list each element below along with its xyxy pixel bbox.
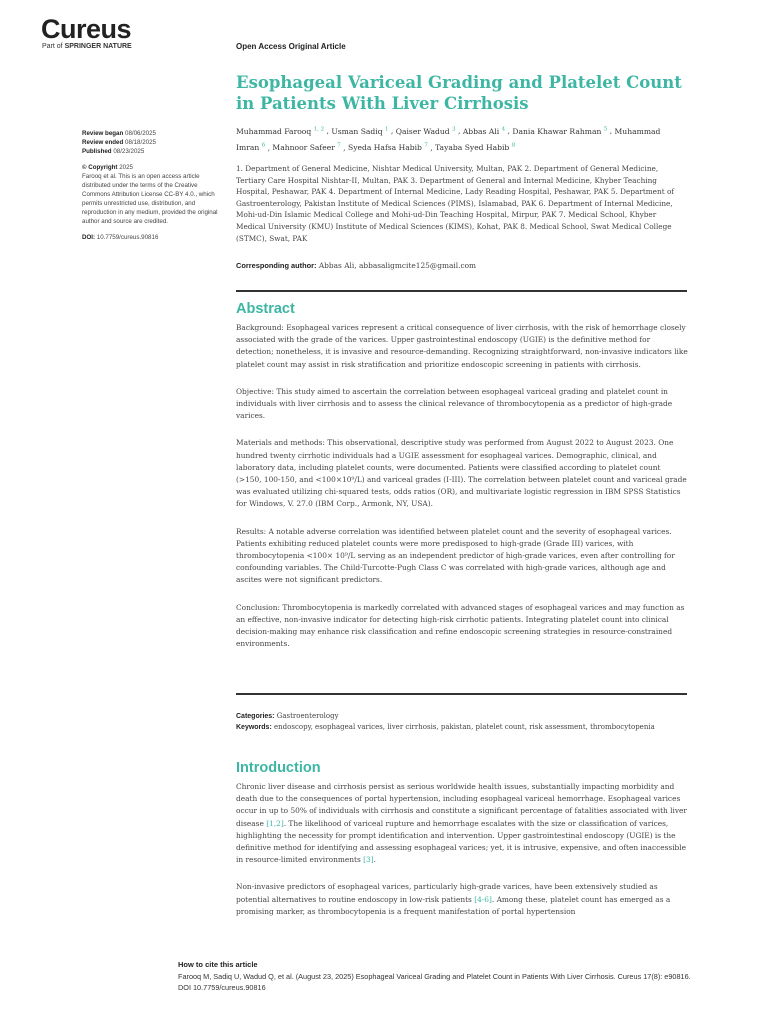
affiliation-marker[interactable]: 1 [385,126,389,132]
introduction-body [236,781,688,933]
abstract-results: Results: A notable adverse correlation was identified between platelet count and the severity of esophageal varices. Patients exhibiting reduced platelet counts were more predisposed to high-grade (Grade III) varices, with thrombocytopenia <100× 10⁹/L serving as an independent predictor of high-grade varices, even after controlling for confounding variables. The Child-Turcotte-Pugh Class C was correlated with high-grade varices, although age and ascites were not significant predictors. [236,526,675,585]
affiliations: 1. Department of General Medicine, Nishtar Medical University, Multan, PAK 2. Department of General Medicine, Tertiary Care Hospital Nishtar-II, Multan, PAK 3. Department of General and Internal Medicine, Khyber Teaching Hospital, Peshawar, PAK 4. Department of Internal Medicine, Lady Reading Hospital, Peshawar, PAK 5. Department of Gastroenterology, Pakistan Institute of Medical Sciences (PIMS), Islamabad, PAK 6. Department of Internal Medicine, Mohi-ud-Din Islamic Medical College and Mohi-ud-Din Teaching Hospital, Mirpur, PAK 7. Medical School, Khyber Medical University (KMU) Institute of Medical Sciences (KIMS), Kohat, PAK 8. Medical School, Swat Medical College (STMC), Swat, PAK [236,164,675,243]
affiliation-marker[interactable]: 1, 2 [313,126,325,132]
divider [236,693,687,695]
abstract-body [236,322,688,665]
citation-link[interactable]: [4-6] [474,894,492,904]
copyright: © Copyright 2025 [82,164,133,171]
published-date: Published 08/23/2025 [82,148,145,155]
categories: Categories: Gastroenterology [236,712,339,720]
abstract-objective: Objective: This study aimed to ascertain the correlation between esophageal variceal grading and platelet count in individuals with liver cirrhosis and to assess the clinical relevance of thrombocytopenia as a predictor of high-grade varices. [236,386,673,421]
corresponding-author: Corresponding author: Abbas Ali, abbasaligmcite125@gmail.com [236,261,477,270]
article-type-label: Open Access Original Article [236,42,346,51]
author-list: Muhammad Farooq $^{1, 2}$ , Usman Sadiq $^1$ , Qaiser Wadud $^3$ , Abbas Ali $^4$ , Dania Khawar Rahman $^5$ , Muhammad Imran $^6$ , Mahnoor Safeer $^7$ , Syeda Hafsa Habib $^7$ , Tayaba Syed Habib $^8$ [236,126,661,153]
affiliation-marker[interactable]: 5 [603,126,608,132]
author-name: Tayaba Syed Habib $^8$ [435,142,516,153]
cureus-logo: Cureus [41,14,132,44]
cite-heading: How to cite this article [178,960,258,969]
affiliation-marker[interactable]: 6 [261,142,266,149]
affiliation-marker[interactable]: 7 [424,142,428,149]
introduction-paragraph: Chronic liver disease and cirrhosis persist as serious worldwide health issues, substantially impacting morbidity and death due to the consequences of portal hypertension, including esophageal variceal hemorrhage. Esophageal varices occur in up to 50% of individuals with cirrhosis and constitute a significant percentage of fatalities associated with liver disease [1,2]. The likelihood of variceal rupture and hemorrhage escalates with the size or classification of varices, highlighting the necessity for prompt identification and intervention. Upper gastrointestinal endoscopy (UGIE) is the definitive method for identifying and assessing esophageal varices; yet, it is intrusive, expensive, and often inaccessible in resource-limited environments [3]. [236,782,687,865]
review-ended: Review ended 08/18/2025 [82,139,156,146]
introduction-paragraph: Non-invasive predictors of esophageal varices, particularly high-grade varices, have been extensively studied as potential alternatives to routine endoscopy in low-risk patients [4-6]. Among these, platelet count has emerged as a promising marker, as thrombocytopenia is a frequent manifestation of portal hypertension [236,882,671,916]
author-name: Mahnoor Safeer $^7$ [272,142,341,153]
abstract-conclusion: Conclusion: Thrombocytopenia is markedly correlated with advanced stages of esophageal varices and may function as an effective, non-invasive indicator for detecting high-risk cirrhotic patients. Integrating platelet count into clinical decision-making may enhance risk classification and refine endoscopic screening strategies in resource-constrained environments. [236,602,685,649]
citation-link[interactable]: [1,2] [266,818,284,828]
author-name: Muhammad Farooq $^{1, 2}$ [236,126,325,136]
introduction-heading: Introduction [236,760,321,776]
springer-nature-tagline: Part of SPRINGER NATURE [42,43,132,50]
keywords: Keywords: endoscopy, esophageal varices, liver cirrhosis, pakistan, platelet count, risk assessment, thrombocytopenia [236,723,655,731]
author-name: Muhammad Imran $^6$ [236,126,661,153]
author-name: Qaiser Wadud $^3$ [395,126,456,136]
affiliation-marker[interactable]: 3 [452,126,456,132]
abstract-background: Background: Esophageal varices represent a critical consequence of liver cirrhosis, with the risk of hemorrhage closely associated with the grade of the varices. Upper gastrointestinal endoscopy (UGIE) is the definitive method for detection; nonetheless, it is invasive and resource-demanding. Recognizing straightforward, non-invasive indicators like platelet count may assist in risk stratification and prioritize endoscopic screening in patients with cirrhosis. [236,323,688,369]
citation-link[interactable]: [3] [363,855,374,865]
doi[interactable]: DOI: 10.7759/cureus.90816 [82,234,159,241]
article-title: Esophageal Variceal Grading and Platelet Count in Patients With Liver Cirrhosis [236,73,682,113]
affiliation-marker[interactable]: 4 [501,126,506,132]
divider [236,290,687,292]
affiliation-marker[interactable]: 8 [511,142,516,149]
abstract-methods: Materials and methods: This observational, descriptive study was performed from August 2022 to August 2023. One hundred twenty cirrhotic individuals had a UGIE assessment for esophageal varices. Demographic, clinical, and laboratory data, including platelet counts, were documented. Patients were classified according to platelet count (>150, 100-150, and <100×10⁹/L) and variceal grades (I-III). The correlation between platelet count and variceal grade was evaluated utilizing chi-squared tests, odds ratios (OR), and multivariate logistic regression in IBM SPSS Statistics for Windows, V. 27.0 (IBM Corp., Armonk, NY, USA). [236,438,687,509]
author-name: Syeda Hafsa Habib $^7$ [348,142,428,153]
publication-sidebar [82,129,222,242]
author-name: Dania Khawar Rahman $^5$ [512,126,608,136]
affiliation-marker[interactable]: 7 [337,142,341,149]
abstract-heading: Abstract [236,301,295,317]
cite-text: Farooq M, Sadiq U, Wadud Q, et al. (August 23, 2025) Esophageal Variceal Grading and Platelet Count in Patients With Liver Cirrhosis. Cureus 17(8): e90816. DOI 10.7759/cureus.90816 [178,972,691,992]
review-began: Review began 08/06/2025 [82,130,156,137]
author-name: Usman Sadiq $^1$ [331,126,389,136]
license-text: Farooq et al. This is an open access article distributed under the terms of the Creative Commons Attribution License CC-BY 4.0., which permits unrestricted use, distribution, and reproduction in any medium, provided the original author and source are credited. [82,173,218,225]
author-name: Abbas Ali $^4$ [462,126,506,136]
